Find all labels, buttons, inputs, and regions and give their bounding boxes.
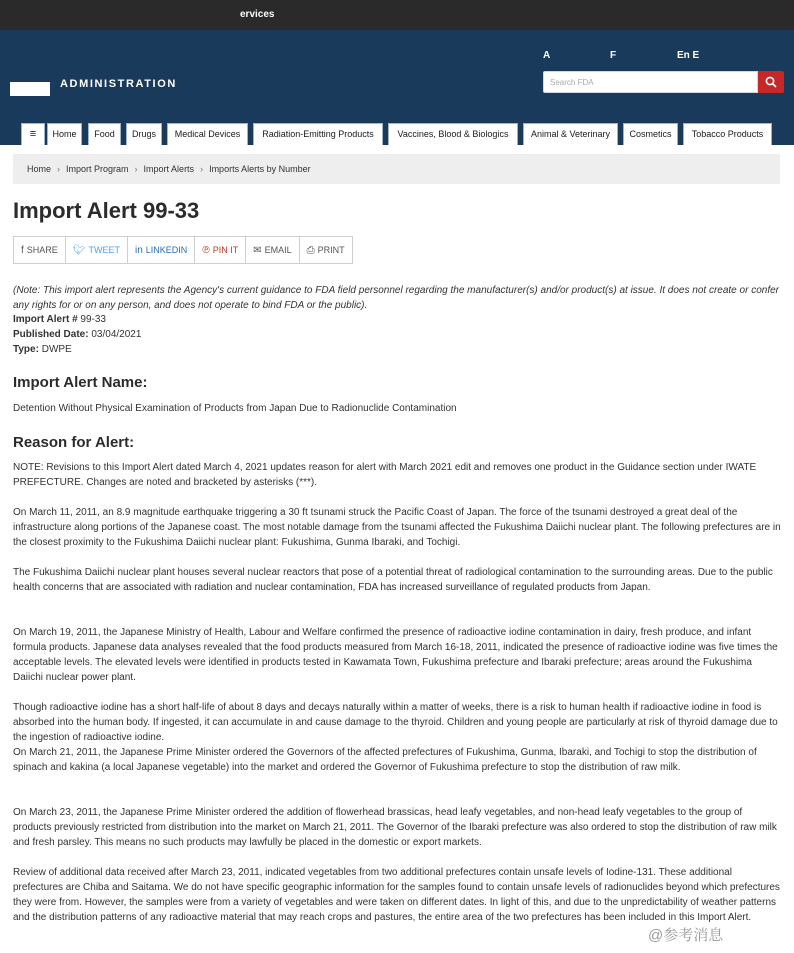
- nav-animal-veterinary[interactable]: Animal & Veterinary: [523, 123, 618, 145]
- nav-vaccines-blood-biologics[interactable]: Vaccines, Blood & Biologics: [388, 123, 518, 145]
- reason-heading: Reason for Alert:: [13, 434, 135, 451]
- nav-drugs[interactable]: Drugs: [126, 123, 162, 145]
- print-button[interactable]: ⎙ PRINT: [299, 236, 353, 264]
- alert-name-heading: Import Alert Name:: [13, 374, 148, 391]
- fda-logo[interactable]: [10, 82, 50, 96]
- linkedin-icon: in: [135, 245, 143, 256]
- nav-tobacco-products[interactable]: Tobacco Products: [683, 123, 772, 145]
- paragraph-7: On March 23, 2011, the Japanese Prime Minister ordered the addition of flowerhead brassicas, head leafy vegetables, and non-head leafy vegetables to the group of products previously restricted from distribution into the market on March 21, 2011. The Governor of the Ibaraki prefecture was also ordered to stop the distribution of raw milk and fresh parsley. This means no such products may lawfully be placed in the domestic or export markets.: [13, 807, 777, 848]
- email-button[interactable]: ✉ EMAIL: [245, 236, 298, 264]
- top-bar: [0, 0, 794, 30]
- search-icon: [765, 76, 777, 88]
- paragraph-5: Though radioactive iodine has a short half-life of about 8 days and decays naturally within a matter of weeks, there is a risk to human health if radioactive iodine in food is absorbed into the human body. If ingested, it can accumulate in and cause damage to the thyroid. Children and young people are particularly at risk of thyroid damage due to the ingestion of radioactive iodine.: [13, 702, 778, 743]
- published-date: Published Date: 03/04/2021: [13, 329, 142, 340]
- paragraph-2: On March 11, 2011, an 8.9 magnitude earthquake triggering a 30 ft tsunami struck the Pacific Coast of Japan. The force of the tsunami destroyed a great deal of the infrastructure along portions of the Japanese coast. The most notable damage from the tsunami affected the Fukushima Daiichi nuclear plant. The following prefectures are in the closest proximity to the Fukushima Daiichi nuclear plant: Fukushima, Gunma Ibaraki, and Tochigi.: [13, 507, 781, 548]
- administration-label: ADMINISTRATION: [60, 78, 177, 90]
- menu-icon[interactable]: ≡: [21, 123, 45, 145]
- breadcrumb-import-program[interactable]: Import Program: [66, 164, 129, 174]
- paragraph-1: NOTE: Revisions to this Import Alert dated March 4, 2021 updates reason for alert with March 2021 edit and removes one product in the Guidance section under IWATE PREFECTURE. Changes are noted and bracketed by asterisks (***).: [13, 462, 757, 488]
- paragraph-6: On March 21, 2011, the Japanese Prime Minister ordered the Governors of the affected prefectures of Fukushima, Gunma, Ibaraki, and Tochigi to stop the distribution of spinach and kakina (a local Japanese vegetable) into the market and ordered the Governor of Fukushima prefecture to stop the distribution of raw milk.: [13, 747, 757, 773]
- tweet-button[interactable]: 🐦︎ TWEET: [65, 236, 127, 264]
- breadcrumb: [13, 154, 780, 184]
- alert-type: Type: DWPE: [13, 344, 72, 355]
- watermark: @参考消息: [648, 927, 724, 944]
- alert-number: Import Alert # 99-33: [13, 314, 106, 325]
- share-bar: [13, 236, 353, 264]
- share-button[interactable]: f SHARE: [13, 236, 65, 264]
- breadcrumb-import-alerts[interactable]: Import Alerts: [143, 164, 195, 174]
- breadcrumb-home[interactable]: Home: [27, 164, 52, 174]
- nav-food[interactable]: Food: [88, 123, 121, 145]
- linkedin-button[interactable]: in LINKEDIN: [127, 236, 194, 264]
- nav-home[interactable]: Home: [47, 123, 82, 145]
- alert-name-text: Detention Without Physical Examination of Products from Japan Due to Radionuclide Contamination: [13, 403, 457, 414]
- chevron-right-icon: ›: [134, 164, 138, 174]
- search-input[interactable]: Search FDA: [543, 71, 758, 93]
- main-nav: [0, 123, 794, 145]
- pinterest-icon: ℗: [202, 245, 210, 256]
- search-button[interactable]: [758, 71, 784, 93]
- disclaimer-note: (Note: This import alert represents the Agency's current guidance to FDA field personnel regarding the manufacturer(s) and/or product(s) at issue. It does not create or confer any rights for or on any person, and does not operate to bind FDA or the public).: [13, 285, 779, 311]
- page-title: Import Alert 99-33: [13, 198, 200, 223]
- paragraph-4: On March 19, 2011, the Japanese Ministry of Health, Labour and Welfare confirmed the presence of radioactive iodine contamination in dairy, fresh produce, and infant formula products. Japanese data analyses revealed that the food products measured from March 16-18, 2011, indicated the presence of radioactive iodine was five times the acceptable levels. The elevated levels were identified in products tested in Kawamata Town, Fukushima prefecture and Ibaraki prefecture; areas around the Fukushima Daiichi nuclear power plant.: [13, 627, 778, 683]
- chevron-right-icon: ›: [200, 164, 204, 174]
- paragraph-8: Review of additional data received after March 23, 2011, indicated vegetables from two additional prefectures contain unsafe levels of Iodine-131. These additional prefectures are Chiba and Saitama. We do not have specific geographic information for the samples found to contain unsafe levels of radionuclides beyond which prefectures they were from. However, the samples were from a variety of vegetables and were taken on different dates. In light of this, and due to the unpredictability of weather patterns and the distribution patterns of any radioactive material that may reach crops and pastures, the entire area of the two prefectures has been included in this Import Alert.: [13, 867, 780, 923]
- printer-icon: ⎙: [306, 245, 315, 256]
- lang-link-english[interactable]: En E: [677, 50, 700, 61]
- paragraph-3: The Fukushima Daiichi nuclear plant houses several nuclear reactors that pose of a potential threat of radiological contamination to the surrounding areas. Due to the public health concerns that are associated with radiation and nuclear contamination, FDA has increased surveillance of regulated products from Japan.: [13, 567, 773, 593]
- lang-link-2[interactable]: F: [610, 50, 617, 61]
- pin-it-button[interactable]: ℗ PIN IT: [194, 236, 245, 264]
- twitter-icon: 🐦︎: [72, 245, 86, 256]
- nav-radiation-emitting-products[interactable]: Radiation-Emitting Products: [253, 123, 383, 145]
- facebook-icon: f: [21, 245, 24, 256]
- services-link[interactable]: ervices: [240, 9, 275, 20]
- nav-cosmetics[interactable]: Cosmetics: [623, 123, 678, 145]
- chevron-right-icon: ›: [57, 164, 61, 174]
- nav-medical-devices[interactable]: Medical Devices: [167, 123, 248, 145]
- envelope-icon: ✉: [253, 245, 262, 256]
- breadcrumb-alerts-by-number[interactable]: Imports Alerts by Number: [209, 164, 311, 174]
- lang-link-1[interactable]: A: [543, 50, 551, 61]
